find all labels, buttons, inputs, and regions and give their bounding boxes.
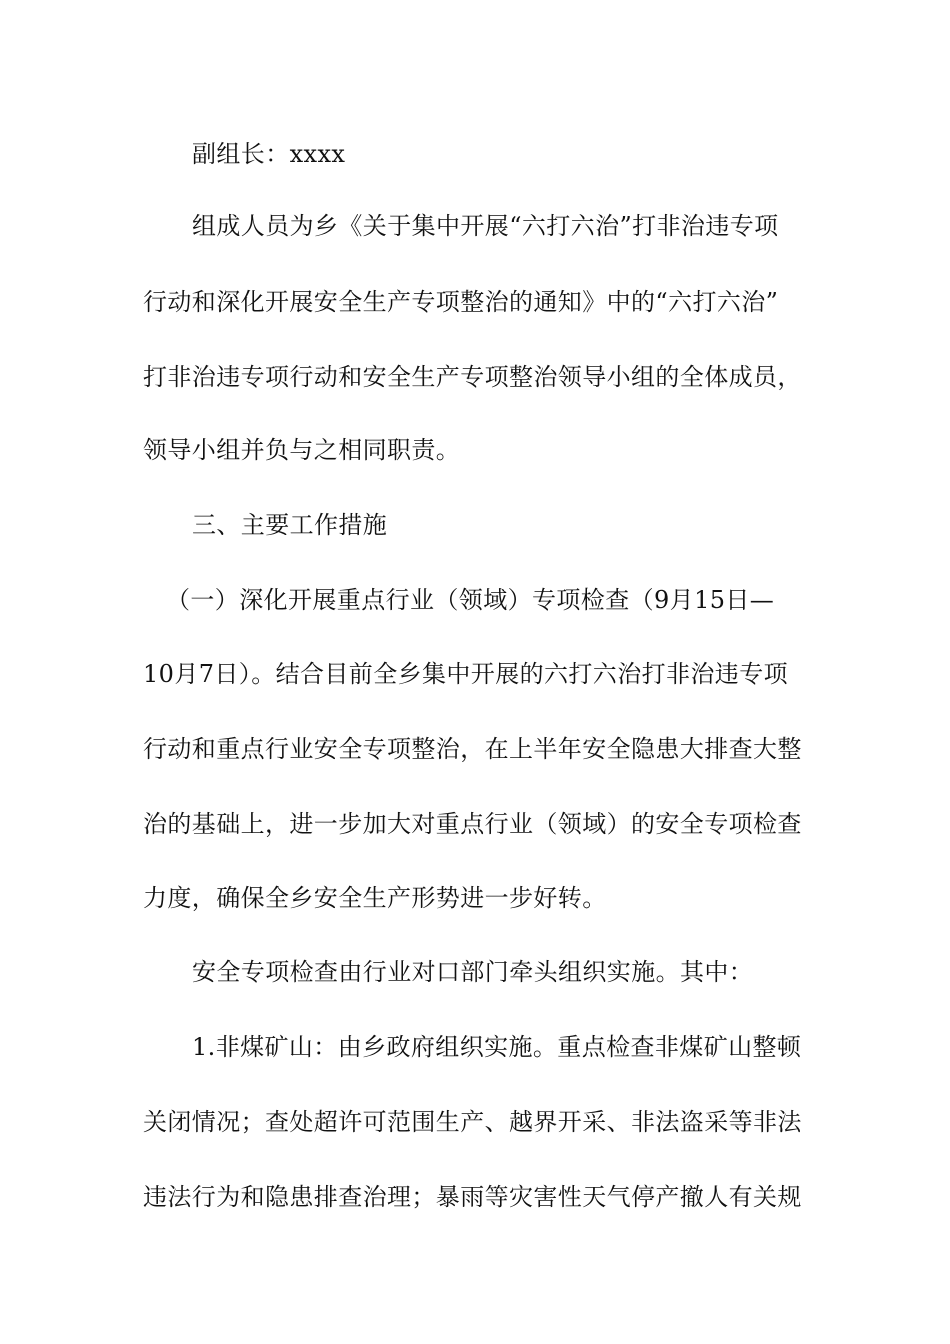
paragraph-line: 行动和重点行业安全专项整治，在上半年安全隐患大排查大整 (143, 735, 802, 763)
paragraph-line: 关闭情况；查处超许可范围生产、越界开采、非法盗采等非法 (143, 1108, 802, 1136)
paragraph-line: 组成人员为乡《关于集中开展“六打六治”打非治违专项 (192, 212, 779, 240)
section-heading: 三、主要工作措施 (192, 511, 388, 539)
subsection-heading: （一）深化开展重点行业（领域）专项检查（9月15日— (166, 586, 775, 614)
paragraph-line: 治的基础上，进一步加大对重点行业（领域）的安全专项检查 (143, 810, 802, 838)
paragraph-line: 违法行为和隐患排查治理；暴雨等灾害性天气停产撤人有关规 (143, 1183, 802, 1211)
paragraph-line: 领导小组并负与之相同职责。 (143, 436, 461, 464)
paragraph-line: 10月7日）。结合目前全乡集中开展的六打六治打非治违专项 (143, 660, 789, 688)
list-item-line: 1.非煤矿山：由乡政府组织实施。重点检查非煤矿山整顿 (192, 1033, 802, 1061)
paragraph-line: 安全专项检查由行业对口部门牵头组织实施。其中： (192, 958, 754, 986)
paragraph-line: 打非治违专项行动和安全生产专项整治领导小组的全体成员， (143, 363, 802, 391)
paragraph-line: 行动和深化开展安全生产专项整治的通知》中的“六打六治” (143, 288, 779, 316)
deputy-leader-line: 副组长：xxxx (192, 140, 346, 168)
paragraph-line: 力度，确保全乡安全生产形势进一步好转。 (143, 884, 607, 912)
